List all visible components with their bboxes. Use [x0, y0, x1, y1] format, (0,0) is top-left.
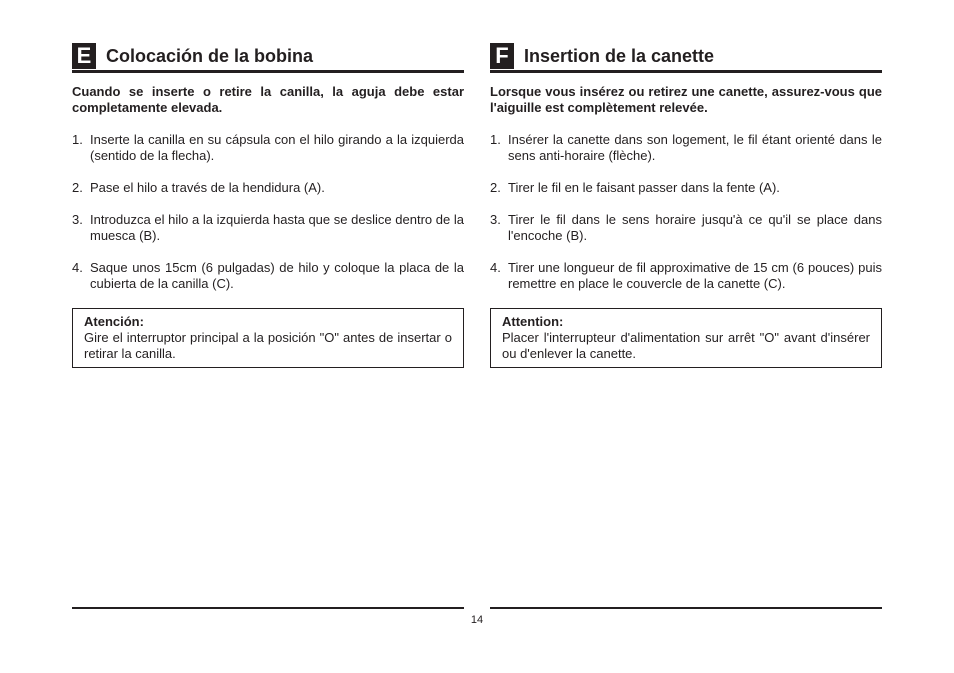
section-header	[490, 42, 882, 73]
footer-rule-left	[72, 607, 464, 609]
section-title: Insertion de la canette	[524, 46, 715, 66]
step-number: 2.	[72, 180, 83, 195]
french-section	[490, 42, 882, 368]
attention-box	[72, 308, 464, 368]
language-letter-badge: E	[72, 43, 96, 69]
step-text: Tirer le fil en le faisant passer dans la fente (A).	[508, 180, 780, 195]
intro-warning: Lorsque vous insérez ou retirez une canette, assurez-vous que l'aiguille est complètement relevée.	[490, 84, 882, 115]
step-number: 1.	[490, 132, 501, 147]
step-item	[490, 180, 882, 196]
attention-text: Placer l'interrupteur d'alimentation sur arrêt "O" avant d'insérer ou d'enlever la canette.	[502, 330, 870, 361]
steps-list	[490, 132, 882, 292]
step-text: Saque unos 15cm (6 pulgadas) de hilo y coloque la placa de la cubierta de la canilla (C).	[90, 260, 464, 291]
step-item	[72, 260, 464, 292]
step-number: 3.	[490, 212, 501, 227]
step-text: Insérer la canette dans son logement, le fil étant orienté dans le sens anti-horaire (flèche).	[508, 132, 882, 163]
step-number: 4.	[490, 260, 501, 275]
page-number: 14	[470, 614, 484, 626]
step-text: Inserte la canilla en su cápsula con el hilo girando a la izquierda (sentido de la flecha).	[90, 132, 464, 163]
step-text: Pase el hilo a través de la hendidura (A).	[90, 180, 325, 195]
intro-warning: Cuando se inserte o retire la canilla, la aguja debe estar completamente elevada.	[72, 84, 464, 115]
attention-text: Gire el interruptor principal a la posición "O" antes de insertar o retirar la canilla.	[84, 330, 452, 361]
step-number: 2.	[490, 180, 501, 195]
step-number: 3.	[72, 212, 83, 227]
step-item	[72, 212, 464, 244]
step-text: Tirer le fil dans le sens horaire jusqu'à ce qu'il se place dans l'encoche (B).	[508, 212, 882, 243]
step-number: 1.	[72, 132, 83, 147]
section-title: Colocación de la bobina	[106, 46, 314, 66]
language-letter-badge: F	[490, 43, 514, 69]
step-text: Tirer une longueur de fil approximative de 15 cm (6 pouces) puis remettre en place le couvercle de la canette (C).	[508, 260, 882, 291]
attention-title: Attention:	[502, 314, 564, 329]
spanish-section	[72, 42, 464, 368]
step-number: 4.	[72, 260, 83, 275]
footer-rule-right	[490, 607, 882, 609]
step-item	[72, 132, 464, 164]
section-header	[72, 42, 464, 73]
step-text: Introduzca el hilo a la izquierda hasta que se deslice dentro de la muesca (B).	[90, 212, 464, 243]
attention-title: Atención:	[84, 314, 144, 329]
steps-list	[72, 132, 464, 292]
step-item	[490, 260, 882, 292]
step-item	[490, 212, 882, 244]
attention-box	[490, 308, 882, 368]
step-item	[72, 180, 464, 196]
step-item	[490, 132, 882, 164]
